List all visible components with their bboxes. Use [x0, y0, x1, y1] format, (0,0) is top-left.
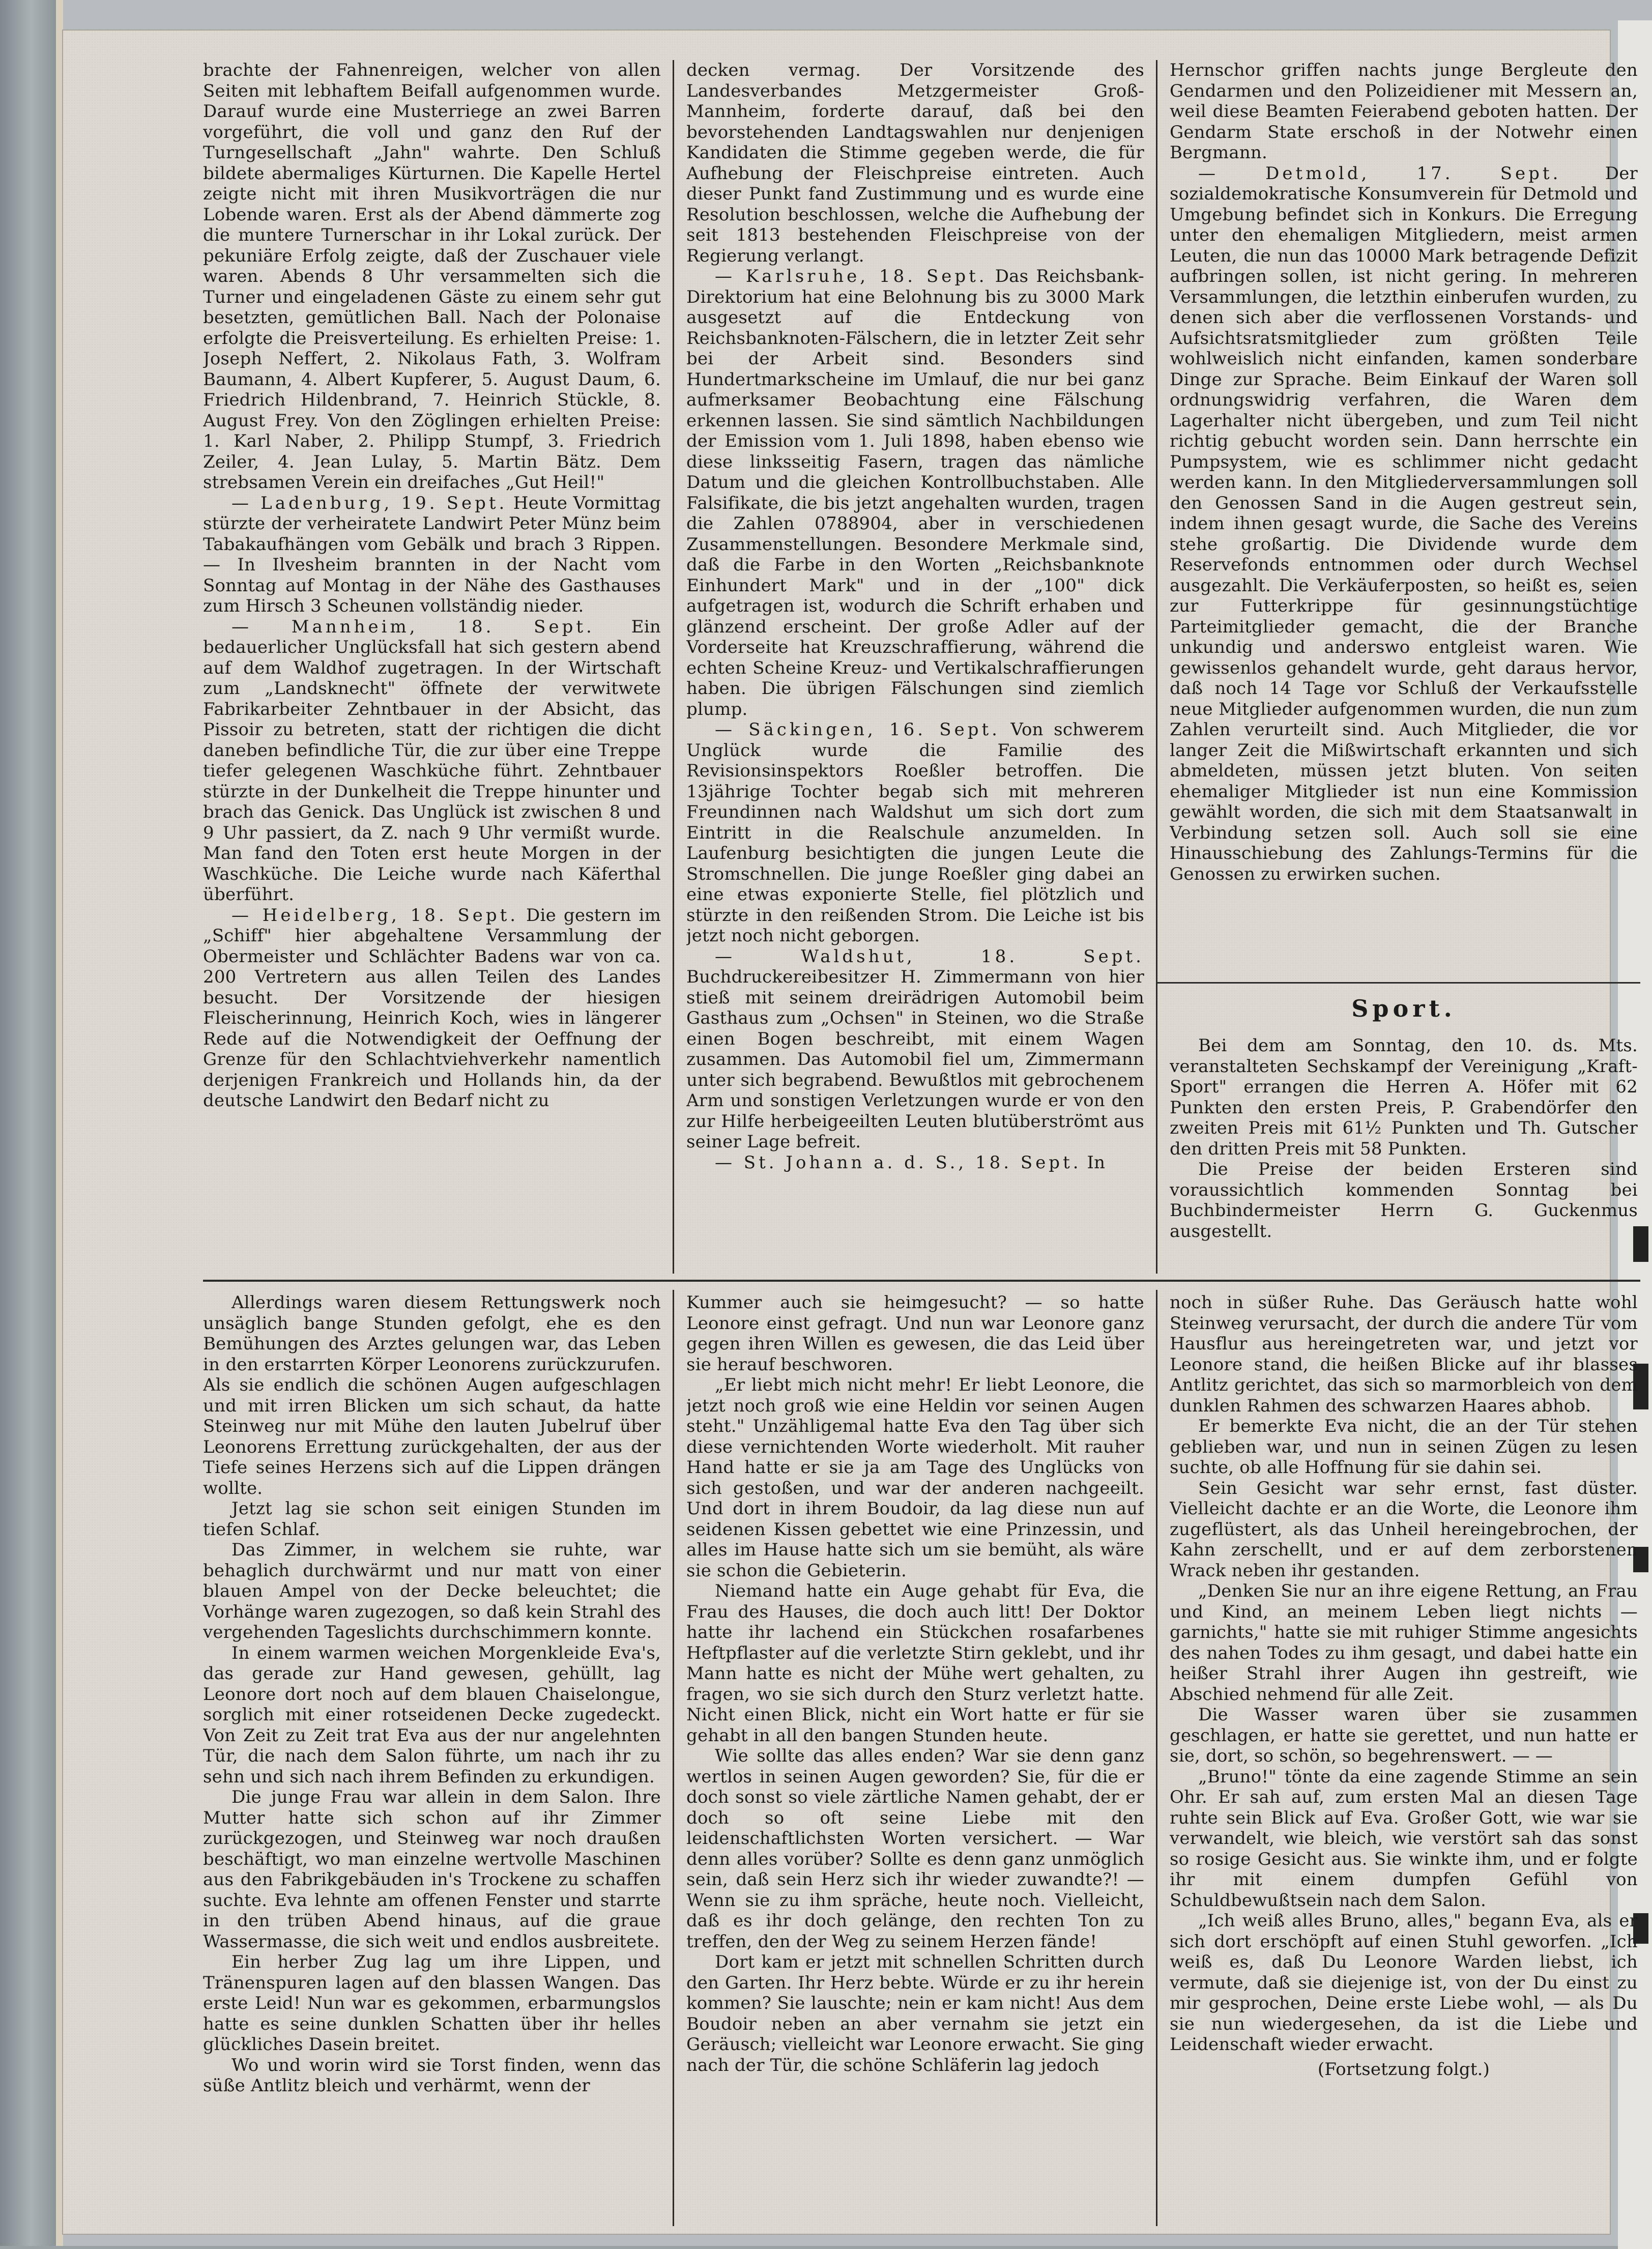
paragraph: [203, 60, 661, 493]
paragraph-text: Die Preise der beiden Ersteren sind voraussichtlich kommenden Sonntag bei Buchbindermeister Herrn G. Guckenmus ausgestellt.: [1170, 1159, 1638, 1242]
paragraph-text: „Bruno!" tönte da eine zagende Stimme an sein Ohr. Er sah auf, zum ersten Mal an diesen Tage ruhte sein Blick auf Eva. Großer Gott, wie war sie verwandelt, wie bleich, wie verstört sah das sonst so rosige Gesicht aus. Sie winkte ihm, und er folgte ihr mit einem dumpfen Gefühl von Schuldbewußtsein nach dem Salon.: [1170, 1766, 1638, 1911]
sport-separator: [1157, 982, 1640, 984]
dateline: — Mannheim, 18. Sept.: [231, 616, 595, 637]
paragraph-text: In: [1081, 1152, 1106, 1173]
paragraph: [1170, 1159, 1638, 1242]
paragraph-text: noch in süßer Ruhe. Das Geräusch hatte wohl Steinweg verursacht, der durch die andere Tür vom Hausflur aus hereingetreten war, und jetzt vor Leonore stand, die heißen Blicke auf ihr blasses Antlitz gerichtet, das sich so marmorbleich von dem dunklen Rahmen des schwarzen Haares abhob.: [1170, 1292, 1638, 1416]
paragraph-text: „Ich weiß alles Bruno, alles," begann Eva, als er sich dort erschöpft auf einen Stuhl geworfen. „Ich weiß es, daß Du Leonore Warden liebst, ich vermute, daß sie diejenige ist, von der Du einst zu mir gesprochen, Deine erste Liebe wohl, — als Du sie nun wiedergesehen, da ist die Liebe und Leidenschaft wieder erwacht.: [1170, 1911, 1638, 2055]
paragraph-text: Allerdings waren diesem Rettungswerk noch unsäglich bange Stunden gefolgt, ehe es den Bemühungen des Arztes gelungen war, das Leben in den erstarrten Körper Leonorens zurückzurufen. Als sie endlich die schönen Augen aufgeschlagen und mit irren Blicken um sich schaut, da hatte Steinweg nur mit Mühe den lauten Jubelruf über Leonorens Errettung zurückgehalten, der aus der Tiefe seines Herzens sich auf die Lippen drängen wollte.: [203, 1292, 661, 1498]
paragraph: [1170, 1581, 1638, 1705]
paragraph-text: Niemand hatte ein Auge gehabt für Eva, die Frau des Hauses, die doch auch litt! Der Doktor hatte ihr lachend ein Stückchen rosafarbenes Heftpflaster auf die verletzte Stirn geklebt, und ihr Mann hatte es nicht der Mühe wert gehalten, zu fragen, wo sie sich durch den Sturz verletzt hatte. Nicht einen Blick, nicht ein Wort hatte er für sie gehabt in all den bangen Stunden heute.: [686, 1581, 1144, 1746]
serial-column-1: [203, 1292, 661, 2224]
paragraph-text: Die junge Frau war allein in dem Salon. Ihre Mutter hatte sich schon auf ihr Zimmer zurückgezogen, und Steinweg war noch draußen beschäftigt, wo man einzelne wertvolle Maschinen aus den Fabrikgebäuden in's Trockene zu schaffen suchte. Eva lehnte am offenen Fenster und starrte in den trüben Abend hinaus, auf die graue Wassermasse, die sich weit und endlos ausbreitete.: [203, 1787, 661, 1952]
news-column-3: [1170, 60, 1638, 976]
paragraph: [686, 946, 1144, 1152]
paragraph: [203, 1787, 661, 1952]
paragraph-text: Ein herber Zug lag um ihre Lippen, und Tränenspuren lagen auf den blassen Wangen. Das erste Leid! Nun war es gekommen, erbarmungslos hatte es seine dunklen Schatten über ihr helles glückliches Dasein breitet.: [203, 1952, 661, 2055]
newspaper-page: [63, 31, 1638, 2234]
dateline: — Heidelberg, 18. Sept.: [231, 905, 519, 926]
paragraph: [686, 1292, 1144, 1375]
dateline: — St. Johann a. d. S., 18. Sept.: [715, 1152, 1082, 1173]
paragraph: [1170, 1911, 1638, 2055]
paragraph: [203, 1498, 661, 1540]
dateline: — Säckingen, 16. Sept.: [715, 719, 1000, 740]
paragraph: [1170, 163, 1638, 885]
column-rule: [673, 60, 674, 1274]
paragraph: [686, 1952, 1144, 2075]
paragraph: [203, 1540, 661, 1643]
paragraph: [203, 1292, 661, 1498]
serial-column-2: [686, 1292, 1144, 2224]
paragraph-text: Die Wasser waren über sie zusammen geschlagen, er hatte sie gerettet, und nun hatte er sie, dort, so schön, so begehrenswert. — —: [1170, 1705, 1638, 1766]
paragraph: [686, 60, 1144, 266]
sport-section: [1170, 995, 1638, 1280]
paragraph-text: Die gestern im „Schiff" hier abgehaltene Versammlung der Obermeister und Schlächter Badens war von ca. 200 Vertretern aus allen Teilen des Landes besucht. Der Vorsitzende der hiesigen Fleischerinnung, Heinrich Koch, wies in längerer Rede auf die Notwendigkeit der Oeffnung der Grenze für den Schlachtviehverkehr namentlich derjenigen Frankreich und Hollands hin, da der deutsche Landwirt den Bedarf nicht zu: [203, 905, 661, 1111]
paragraph-text: Ein bedauerlicher Unglücksfall hat sich gestern abend auf dem Waldhof zugetragen. In der Wirtschaft zum „Landsknecht" öffnete der verwitwete Fabrikarbeiter Zehntbauer in der Absicht, das Pissoir zu betreten, statt der richtigen die dicht daneben befindliche Tür, die zur über eine Treppe tiefer gelegenen Waschküche führt. Zehntbauer stürzte in der Dunkelheit die Treppe hinunter und brach das Genick. Das Unglück ist zwischen 8 und 9 Uhr passiert, da Z. nach 9 Uhr vermißt wurde. Man fand den Toten erst heute Morgen in der Waschküche. Die Leiche wurde nach Käferthal überführt.: [203, 616, 661, 905]
paragraph: [203, 617, 661, 905]
paragraph-text: Heute Vormittag stürzte der verheiratete Landwirt Peter Münz beim Tabakaufhängen vom Gebälk und brach 3 Rippen. — In Ilvesheim brannten in der Nacht vom Sonntag auf Montag in der Nähe des Gasthauses zum Hirsch 3 Scheunen vollständig nieder.: [203, 493, 661, 616]
paragraph: [1170, 60, 1638, 163]
paragraph: [1170, 1035, 1638, 1159]
paragraph: [203, 1643, 661, 1787]
dateline: — Ladenburg, 19. Sept.: [231, 493, 508, 513]
paragraph-text: Wie sollte das alles enden? War sie denn ganz wertlos in seinen Augen geworden? Sie, für die er doch sonst so viele zärtliche Namen gehabt, der er doch so oft seine Liebe mit den leidenschaftlichsten Worten versichert. — War denn alles vorüber? Sollte es denn ganz unmöglich sein, daß sein Herz sich ihr wieder zuwandte?! — Wenn sie zu ihm spräche, heute noch. Vielleicht, daß es ihr doch gelänge, den rechten Ton zu treffen, den der Weg zu seinem Herzen fände!: [686, 1746, 1144, 1952]
paragraph: [686, 266, 1144, 719]
book-binding: [0, 0, 56, 2246]
paragraph: [1170, 1292, 1638, 1416]
paragraph: [686, 1375, 1144, 1581]
paragraph-text: Bei dem am Sonntag, den 10. ds. Mts. veranstalteten Sechskampf der Vereinigung „Kraft-Sport" errangen die Herren A. Höfer mit 62 Punkten den ersten Preis, P. Grabendörfer den zweiten Preis mit 61½ Punkten und Th. Gutscher den dritten Preis mit 58 Punkten.: [1170, 1035, 1638, 1159]
column-rule: [1156, 1290, 1157, 2226]
paragraph-text: Hernschor griffen nachts junge Bergleute den Gendarmen und den Polizeidiener mit Messern an, weil diese Beamten Feierabend geboten hatten. Der Gendarm State erschoß in der Notwehr einen Bergmann.: [1170, 60, 1638, 163]
paragraph: [203, 493, 661, 617]
paragraph: [686, 1152, 1144, 1173]
sport-heading: Sport.: [1351, 995, 1456, 1022]
paragraph-text: Er bemerkte Eva nicht, die an der Tür stehen geblieben war, und nun in seinen Zügen zu lesen suchte, ob alle Hoffnung für sie dahin sei.: [1170, 1416, 1638, 1478]
paragraph-text: Wo und worin wird sie Torst finden, wenn das süße Antlitz bleich und verhärmt, wenn der: [203, 2055, 661, 2096]
paragraph: [1170, 1705, 1638, 1767]
paragraph: [203, 2055, 661, 2096]
paragraph: [1170, 1767, 1638, 1911]
dateline: — Waldshut, 18. Sept.: [715, 946, 1144, 967]
paragraph-text: In einem warmen weichen Morgenkleide Eva's, das gerade zur Hand gewesen, gehüllt, lag Leonore dort noch auf dem blauen Chaiselongue, sorglich mit einer rotseidenen Decke zugedeckt. Von Zeit zu Zeit trat Eva aus der nur angelehnten Tür, die nach dem Salon führte, um nach ihr zu sehn und sich nach ihrem Befinden zu erkundigen.: [203, 1642, 661, 1787]
paragraph-text: „Denken Sie nur an ihre eigene Rettung, an Frau und Kind, an meinem Leben liegt nichts — garnichts," hatte sie mit ruhiger Stimme angesichts des nahen Todes zu ihm gesagt, und dabei hatte ein heißer Strahl ihrer Augen ihn gestreift, wie Abschied nehmend für alle Zeit.: [1170, 1581, 1638, 1705]
paragraph: [686, 1746, 1144, 1952]
news-column-1: [203, 60, 661, 1271]
paragraph-text: Dort kam er jetzt mit schnellen Schritten durch den Garten. Ihr Herz bebte. Würde er zu ihr herein kommen? Sie lauschte; nein er kam nicht! Aus dem Boudoir neben an aber vernahm sie jetzt ein Geräusch; vielleicht war Leonore erwacht. Sie ging nach der Tür, die schöne Schläferin lag jedoch: [686, 1952, 1144, 2075]
dateline: — Detmold, 17. Sept.: [1198, 163, 1561, 184]
paragraph-text: Buchdruckereibesitzer H. Zimmermann von hier stieß mit seinem dreirädrigen Automobil beim Gasthaus zum „Ochsen" in Steinen, wo die Straße einen Bogen beschreibt, mit einem Wagen zusammen. Das Automobil fiel um, Zimmermann unter sich begrabend. Bewußtlos mit gebrochenem Arm und sonstigen Verletzungen wurde er von den zur Hilfe herbeigeeilten Leuten blutüberströmt aus seiner Lage befreit.: [686, 967, 1144, 1152]
paragraph: [686, 719, 1144, 946]
paragraph: [1170, 1416, 1638, 1478]
paragraph-text: Sein Gesicht war sehr ernst, fast düster. Vielleicht dachte er an die Worte, die Leonore ihm zugeflüstert, als das Unheil hereingebrochen, der Kahn zerschellt, und er auf dem zerborstenen Wrack neben ihr gestanden.: [1170, 1478, 1638, 1581]
paragraph-text: Jetzt lag sie schon seit einigen Stunden im tiefen Schlaf.: [203, 1498, 661, 1540]
paragraph-text: Das Zimmer, in welchem sie ruhte, war behaglich durchwärmt und nur matt von einer blauen Ampel von der Decke beleuchtet; die Vorhänge waren zugezogen, so daß kein Strahl des vergehenden Tageslichts durchschimmern konnte.: [203, 1540, 661, 1642]
paragraph-text: Der sozialdemokratische Konsumverein für Detmold und Umgebung befindet sich in Konkurs. Die Erregung unter den ehemaligen Mitgliedern, meist armen Leuten, die nun das 10000 Mark betragende Defizit aufbringen sollen, ist nicht gering. In mehreren Versammlungen, die letzthin einberufen wurden, zu denen sich aber die verflossenen Vorstands- und Aufsichtsratsmitglieder zum größten Teile wohlweislich nicht einfanden, kamen sonderbare Dinge zur Sprache. Beim Einkauf der Waren soll ordnungswidrig verfahren, die Waren dem Lagerhalter nicht übergeben, und zum Teil nicht richtig gebucht worden sein. Dann herrschte ein Pumpsystem, wie es schlimmer nicht gedacht werden kann. In den Mitgliederversammlungen soll den Genossen Sand in die Augen gestreut sein, indem ihnen gesagt wurde, die Sache des Vereins stehe großartig. Die Dividende wurde dem Reservefonds entnommen oder durch Wechsel ausgezahlt. Die Verkäuferposten, so heißt es, seien zur Futterkrippe für gesinnungstüchtige Parteimitglieder gemacht, die der Branche unkundig und anderswo entgleist waren. Wie gewissenlos gehandelt wurde, geht daraus hervor, daß noch 14 Tage vor Schluß der Verkaufsstelle neue Mitglieder aufgenommen wurden, die nun zum Zahlen verurteilt sind. Auch Mitglieder, die vor langer Zeit die Mißwirtschaft erkannten und sich abmeldeten, müssen jetzt bluten. Von seiten ehemaliger Mitglieder ist nun eine Kommission gewählt worden, die sich mit dem Staatsanwalt in Verbindung setzen soll. Auch soll sie eine Hinausschiebung des Zahlungs-Termins für die Genossen zu erwirken suchen.: [1170, 163, 1638, 884]
page-edge: [56, 0, 63, 2246]
paragraph: [203, 1952, 661, 2055]
paragraph-text: Das Reichsbank-Direktorium hat eine Belohnung bis zu 3000 Mark ausgesetzt auf die Entdeckung von Reichsbanknoten-Fälschern, die in letzter Zeit sehr bei der Arbeit sind. Besonders sind Hundertmarkscheine im Umlauf, die nur bei ganz aufmerksamer Beobachtung eine Fälschung erkennen lassen. Sie sind sämtlich Nachbildungen der Emission vom 1. Juli 1898, haben ebenso wie diese linksseitig Fasern, tragen das nämliche Datum und die gleichen Kontrollbuchstaben. Alle Falsifikate, die bis jetzt angehalten wurden, tragen die Zahlen 0788904, aber in verschiedenen Zusammenstellungen. Besondere Merkmale sind, daß die Farbe in den Worten „Reichsbanknote Einhundert Mark" und in der „100" dick aufgetragen ist, wodurch die Schrift erhaben und glänzend erscheint. Der große Adler auf der Vorderseite hat Kreuzschraffierung, während die echten Scheine Kreuz- und Vertikalschraffierungen haben. Die übrigen Fälschungen sind ziemlich plump.: [686, 266, 1144, 719]
paragraph-text: brachte der Fahnenreigen, welcher von allen Seiten mit lebhaftem Beifall aufgenommen wurde. Darauf wurde eine Musterriege an zwei Barren vorgeführt, die voll und ganz den Ruf der Turngesellschaft „Jahn" wahrte. Den Schluß bildete abermaliges Kürturnen. Die Kapelle Hertel zeigte nicht mit ihren Musikvorträgen die nur Lobende waren. Erst als der Abend dämmerte zog die muntere Turnerschar in ihr Lokal zurück. Der pekuniäre Erfolg zeigte, daß der Zuschauer viele waren. Abends 8 Uhr versammelten sich die Turner und eingeladenen Gäste zu einem sehr gut besetzten, gemütlichen Ball. Nach der Polonaise erfolgte die Preisverteilung. Es erhielten Preise: 1. Joseph Neffert, 2. Nikolaus Fath, 3. Wolfram Baumann, 4. Albert Kupferer, 5. August Daum, 6. Friedrich Hildenbrand, 7. Heinrich Stückle, 8. August Frey. Von den Zöglingen erhielten Preise: 1. Karl Naber, 2. Philipp Stumpf, 3. Friedrich Zeiler, 4. Jean Lulay, 5. Martin Bätz. Dem strebsamen Verein ein dreifaches „Gut Heil!": [203, 60, 661, 493]
dateline: — Karlsruhe, 18. Sept.: [715, 266, 988, 286]
news-column-2: [686, 60, 1144, 1271]
paragraph-text: Kummer auch sie heimgesucht? — so hatte Leonore einst gefragt. Und nun war Leonore ganz gegen ihren Willen es gewesen, die das Leid über sie herauf beschworen.: [686, 1292, 1144, 1375]
column-rule: [673, 1290, 674, 2226]
paragraph: [1170, 1478, 1638, 1581]
paragraph: [203, 905, 661, 1111]
serial-column-3: [1170, 1292, 1638, 2224]
paragraph: [686, 1581, 1144, 1746]
column-rule: [1156, 60, 1157, 1274]
paragraph-text: „Er liebt mich nicht mehr! Er liebt Leonore, die jetzt noch groß wie eine Heldin vor seinen Augen steht." Unzähligemal hatte Eva den Tag über sich diese vernichtenden Worte wiederholt. Mit rauher Hand hatte er sie ja am Tage des Unglücks von sich gestoßen, und war der anderen nachgeeilt. Und dort in ihrem Boudoir, da lag diese nun auf seidenen Kissen gebettet wie eine Prinzessin, und alles im Hause hatte sich um sie bemüht, als wäre sie schon die Gebieterin.: [686, 1375, 1144, 1581]
paragraph-text: Von schwerem Unglück wurde die Familie des Revisionsinspektors Roeßler betroffen. Die 13jährige Tochter begab sich mit mehreren Freundinnen nach Waldshut um sich dort zum Eintritt in die Realschule anzumelden. In Laufenburg besichtigten die jungen Leute die Stromschnellen. Die junge Roeßler ging dabei an eine etwas exponierte Stelle, fiel plötzlich und stürzte in den reißenden Strom. Die Leiche ist bis jetzt noch nicht geborgen.: [686, 719, 1144, 946]
paragraph-text: decken vermag. Der Vorsitzende des Landesverbandes Metzgermeister Groß-Mannheim, forderte darauf, daß bei den bevorstehenden Landtagswahlen nur denjenigen Kandidaten die Stimme gegeben werde, die für Aufhebung der Fleischpreise eintreten. Auch dieser Punkt fand Zustimmung und es wurde eine Resolution beschlossen, welche die Aufhebung der seit 1813 bestehenden Fleischpreise von der Regierung verlangt.: [686, 60, 1144, 266]
continued-notice: (Fortsetzung folgt.): [1317, 2059, 1490, 2080]
feuilleton-divider: [203, 1280, 1640, 1282]
